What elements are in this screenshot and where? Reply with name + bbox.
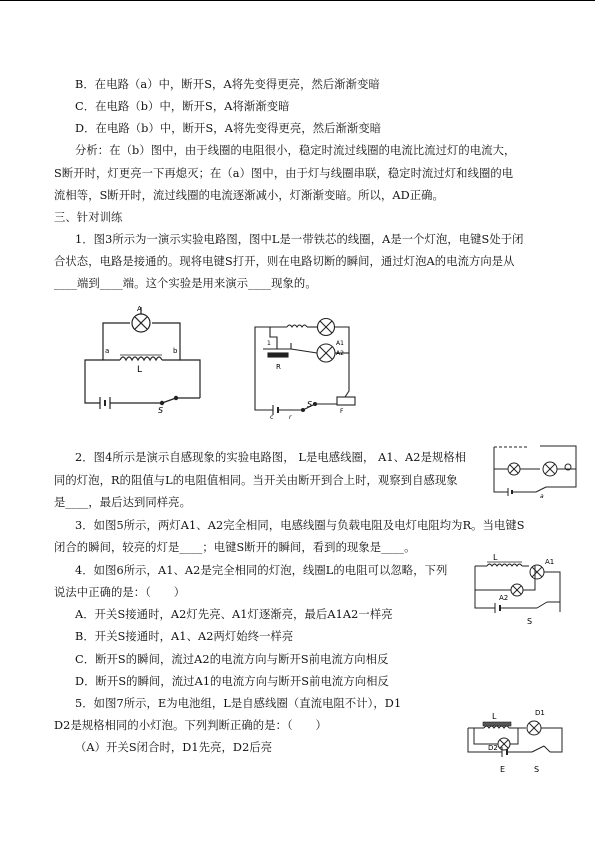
q5-line-1: 5．如图7所示，E为电池组，L是自感线圈（直流电阻不计），D1 bbox=[75, 697, 402, 710]
fig-b-resistor-label: R bbox=[276, 363, 281, 371]
fig-a-coil-label: L bbox=[137, 365, 143, 375]
q1-line-1: 1．图3所示为一演示实验电路图，图中L是一带铁芯的线圈，A是一个灯泡，电键S处于闭 bbox=[75, 233, 524, 246]
q2-line-1: 2．图4所示是演示自感现象的实验电路图， L是电感线圈， A1、A2是规格相 bbox=[75, 451, 467, 464]
q4-option-d: D．断开S的瞬间，流过A1的电流方向与断开S前电流方向相反 bbox=[75, 675, 389, 688]
q3-line-2: 闭合的瞬间，较亮的灯是____；电键S断开的瞬间，看到的现象是____。 bbox=[54, 541, 416, 554]
analysis-line-1: 分析：在（b）图中，由于线圈的电阻很小，稳定时流过线圈的电流比流过灯的电流大， bbox=[75, 144, 516, 157]
fig-7-lamp1-label: D1 bbox=[535, 709, 545, 717]
fig-a-node-a: a bbox=[105, 347, 110, 355]
analysis-line-3: 流相等，S断开时，流过线圈的电流逐渐减小，灯渐渐变暗。所以，AD正确。 bbox=[54, 189, 444, 202]
q1-line-3: ____端到____端。这个实验是用来演示____现象的。 bbox=[54, 277, 317, 290]
circuit-figure-b bbox=[245, 315, 365, 420]
option-b: B．在电路（a）中，断开S，A将先变得更亮，然后渐渐变暗 bbox=[75, 78, 380, 91]
q2-line-2: 同的灯泡，R的阻值与L的电阻值相同。当开关由断开到合上时，观察到自感现象 bbox=[54, 474, 458, 487]
q5-option-a: （A）开关S闭合时，D1先亮，D2后亮 bbox=[75, 741, 273, 754]
page-top-border bbox=[0, 0, 595, 1]
q1-line-2: 合状态，电路是接通的。现将电键S打开，则在电路切断的瞬间，通过灯泡A的电流方向是从 bbox=[54, 255, 515, 268]
option-c: C．在电路（b）中，断开S，A将渐渐变暗 bbox=[75, 100, 290, 113]
fig-a-node-b: b bbox=[173, 347, 178, 355]
circuit-figure-7 bbox=[458, 700, 578, 780]
fig-6-switch-label: S bbox=[527, 617, 533, 626]
fig-7-battery-label: E bbox=[500, 765, 506, 774]
circuit-figure-4 bbox=[488, 442, 588, 500]
q4-line-1: 4．如图6所示，A1、A2是完全相同的灯泡，线圈L的电阻可以忽略，下列 bbox=[75, 564, 448, 577]
circuit-figure-6 bbox=[465, 550, 580, 628]
fig-6-coil-label: L bbox=[493, 553, 498, 562]
q4-option-b: B．开关S接通时，A1、A2两灯始终一样亮 bbox=[75, 630, 294, 643]
q5-line-2: D2是规格相同的小灯泡。下列判断正确的是：（ ） bbox=[54, 719, 327, 732]
fig-a-switch-label: S bbox=[158, 406, 164, 415]
fig-b-lamp2-label: A2 bbox=[336, 350, 344, 357]
fig-b-pole-label: F bbox=[340, 408, 344, 415]
fig-b-switch-label: S bbox=[307, 400, 313, 409]
fig-7-lamp2-label: D2 bbox=[488, 744, 498, 752]
q2-line-3: 是____，最后达到同样亮。 bbox=[54, 496, 191, 509]
fig-6-lamp2-label: A2 bbox=[499, 594, 509, 602]
option-d: D．在电路（b）中，断开S，A将先变得更亮，然后渐渐变暗 bbox=[75, 122, 382, 135]
q4-option-c: C．断开S的瞬间，流过A2的电流方向与断开S前电流方向相反 bbox=[75, 653, 389, 666]
fig-b-r-mark: r bbox=[289, 414, 292, 420]
q4-line-2: 说法中正确的是：（ ） bbox=[54, 586, 186, 599]
analysis-line-2: S断开时，灯更亮一下再熄灭；在（a）图中，由于灯与线圈串联，稳定时流过灯和线圈的电 bbox=[54, 167, 514, 180]
fig-4-mark: a bbox=[540, 493, 544, 500]
fig-b-ground-label: c bbox=[270, 414, 274, 420]
fig-7-coil-label: L bbox=[492, 712, 497, 721]
fig-b-lamp1-label: A1 bbox=[336, 340, 344, 347]
fig-6-lamp1-label: A1 bbox=[545, 558, 555, 566]
fig-7-switch-label: S bbox=[534, 765, 540, 774]
q4-option-a: A．开关S接通时，A2灯先亮、A1灯逐渐亮，最后A1A2一样亮 bbox=[75, 608, 393, 621]
fig-a-lamp-label: A bbox=[137, 305, 142, 313]
section-heading: 三、针对训练 bbox=[54, 211, 123, 224]
q3-line-1: 3．如图5所示，两灯A1、A2完全相同，电感线圈与负载电阻及电灯电阻均为R。当电键S bbox=[75, 519, 525, 532]
circuit-figure-a bbox=[80, 305, 220, 415]
fig-b-mark: 1 bbox=[267, 340, 271, 347]
